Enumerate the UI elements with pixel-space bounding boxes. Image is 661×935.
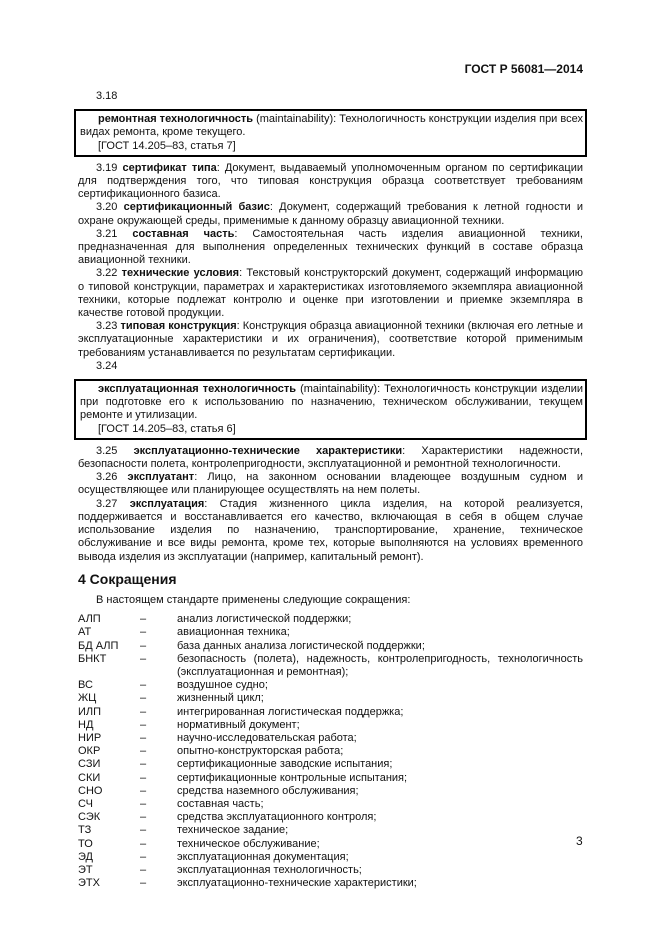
dash: –: [140, 824, 147, 837]
definition-text: : Документ, содержащий требования к летной годности и охране окружающей среды, применимые к данному образцу авиационной техники.: [78, 201, 584, 227]
abbreviation: АЛП: [78, 613, 101, 626]
term: эксплуатант: [127, 471, 195, 484]
clause-number: 3.21: [96, 227, 133, 240]
dash: –: [140, 850, 147, 863]
definition-text: : Стадия жизненного цикла изделия, на которой реализуется, поддерживается и восстанавливается его качество, включающая в себя в общем случае использование изделия по назначению, транспортирование, хранение, техническое обслуживание и все виды ремонта, кроме тех, которые выполняются на условиях временного вывода изделия из эксплуатации (например, капитальный ремонт).: [78, 497, 583, 563]
definition-text: : Самостоятельная часть изделия авиационной техники, предназначенная для выполнения определенных технических функций в составе образца авиационной техники.: [78, 227, 583, 267]
dash: –: [140, 626, 147, 639]
abbreviation-row: [78, 613, 583, 626]
abbreviation: ЖЦ: [78, 692, 97, 705]
term: типовая конструкция: [120, 320, 237, 333]
abbreviation-row: [78, 653, 583, 679]
clause-number: 3.20: [96, 201, 124, 214]
abbreviation: АТ: [78, 626, 92, 639]
definitions-list: [78, 162, 583, 360]
abbreviation-meaning: техническое обслуживание;: [177, 837, 320, 850]
abbreviation-row: [78, 758, 583, 771]
dash: –: [140, 718, 147, 731]
abbreviation-meaning: эксплуатационная технологичность;: [177, 863, 362, 876]
abbreviation-meaning: интегрированная логистическая поддержка;: [177, 705, 404, 718]
term: эксплуатационно-технические характеристики: [133, 444, 403, 457]
clause-number: 3.23: [96, 320, 121, 333]
dash: –: [140, 797, 147, 810]
term-definition: [80, 113, 583, 139]
term-definition: [78, 228, 583, 268]
term-box: [74, 379, 587, 440]
clause-number: 3.22: [96, 267, 122, 280]
term-definition: [78, 201, 583, 227]
abbreviations-list: [78, 613, 583, 890]
abbreviation-row: [78, 692, 583, 705]
abbreviation: СЗИ: [78, 758, 101, 771]
dash: –: [140, 771, 147, 784]
dash: –: [140, 705, 147, 718]
page-content: [78, 90, 583, 890]
abbreviation: БД АЛП: [78, 639, 119, 652]
dash: –: [140, 652, 147, 665]
clause-number: 3.26: [96, 471, 128, 484]
abbreviation-meaning: сертификационные контрольные испытания;: [177, 771, 408, 784]
abbreviation: СКИ: [78, 771, 101, 784]
abbreviation-meaning: эксплуатационно-технические характеристики;: [177, 877, 417, 890]
abbreviation-meaning: авиационная техника;: [177, 626, 290, 639]
term-definition: [78, 320, 583, 360]
dash: –: [140, 639, 147, 652]
term: технические условия: [121, 267, 240, 280]
reference: [ГОСТ 14.205–83, статья 7]: [98, 139, 236, 152]
abbreviation: СНО: [78, 784, 103, 797]
term-definition: [78, 162, 583, 202]
term-definition: [80, 383, 583, 423]
abbreviation-row: [78, 745, 583, 758]
abbreviation-row: [78, 824, 583, 837]
dash: –: [140, 613, 147, 626]
abbreviation-row: [78, 851, 583, 864]
reference: [ГОСТ 14.205–83, статья 6]: [98, 422, 236, 435]
dash: –: [140, 837, 147, 850]
abbreviation-row: [78, 785, 583, 798]
definition-text: : Лицо, на законном основании владеющее воздушным судном и осуществляющее или планирующее осуществлять на нем полеты.: [78, 471, 583, 497]
term: ремонтная технологичность: [98, 113, 254, 126]
dash: –: [140, 745, 147, 758]
abbreviation-row: [78, 706, 583, 719]
term-definition: [78, 471, 583, 497]
abbreviation-row: [78, 732, 583, 745]
term-box: [74, 109, 587, 157]
definition-text: : Документ, выдаваемый уполномоченным органом по сертификации для подтверждения того, что типовая конструкция образца соответствует требованиям сертификационного базиса.: [78, 161, 583, 201]
dash: –: [140, 863, 147, 876]
term: эксплуатация: [129, 497, 205, 510]
abbreviation-meaning: опытно-конструкторская работа;: [177, 745, 344, 758]
document-code: ГОСТ Р 56081—2014: [464, 62, 583, 76]
term: составная часть: [132, 227, 235, 240]
abbreviation-row: [78, 838, 583, 851]
abbreviation-row: [78, 798, 583, 811]
definition-text: (maintainability): Технологичность конструкции изделии при подготовке его к использованию по назначению, техническом обслуживании, текущем ремонте и утилизации.: [80, 383, 583, 422]
abbreviation: ОКР: [78, 745, 101, 758]
clause-number: 3.25: [96, 444, 134, 457]
dash: –: [140, 877, 147, 890]
abbreviation-meaning: сертификационные заводские испытания;: [177, 758, 393, 771]
abbreviation: ЭД: [78, 850, 93, 863]
abbreviation-meaning: средства наземного обслуживания;: [177, 784, 359, 797]
abbreviation: ИЛП: [78, 705, 102, 718]
abbreviation-meaning: средства эксплуатационного контроля;: [177, 811, 377, 824]
term-definition: [78, 267, 583, 320]
abbreviation-meaning: эксплуатационная документация;: [177, 850, 349, 863]
abbreviation-row: [78, 811, 583, 824]
dash: –: [140, 758, 147, 771]
dash: –: [140, 784, 147, 797]
abbreviation-row: [78, 640, 583, 653]
abbreviation: ЭТХ: [78, 877, 100, 890]
abbreviation-row: [78, 719, 583, 732]
term-definition: [78, 445, 583, 471]
abbreviation-meaning: база данных анализа логистической поддержки;: [177, 639, 425, 652]
clause-number: 3.27: [96, 497, 130, 510]
term-definition: [78, 498, 583, 564]
abbreviation: ТЗ: [78, 824, 92, 837]
dash: –: [140, 731, 147, 744]
abbreviation-meaning: воздушное судно;: [177, 679, 268, 692]
abbreviation-meaning: составная часть;: [177, 797, 264, 810]
dash: –: [140, 679, 147, 692]
abbreviation: БНКТ: [78, 652, 107, 665]
term: сертификат типа: [122, 161, 217, 174]
abbreviation: НД: [78, 718, 94, 731]
abbreviation-meaning: анализ логистической поддержки;: [177, 613, 352, 626]
abbreviation: СЭК: [78, 811, 101, 824]
abbreviation-row: [78, 864, 583, 877]
clause-number: 3.18: [96, 90, 118, 102]
clause-number: 3.19: [96, 161, 123, 174]
definition-text: (maintainability): Технологичность конструкции изделия при всех видах ремонта, кроме текущего.: [80, 113, 583, 139]
abbreviation-meaning: нормативный документ;: [177, 718, 300, 731]
abbreviation-meaning: жизненный цикл;: [177, 692, 264, 705]
page-number: 3: [576, 834, 583, 848]
abbreviation-meaning: безопасность (полета), надежность, контролепригодность, технологичность (эксплуатационная и ремонтная);: [177, 652, 583, 678]
abbreviation-row: [78, 877, 583, 890]
abbreviation: СЧ: [78, 797, 93, 810]
abbreviation: ТО: [78, 837, 93, 850]
definition-text: : Конструкция образца авиационной техники (включая его летные и эксплуатационные характеристики и их ограничения), соответствие которой применимым требованиям устанавливается по результатам сертификации.: [78, 320, 584, 359]
definition-text: : Характеристики надежности, безопасности полета, контролепригодности, эксплуатационной и ремонтной технологичности.: [78, 444, 584, 471]
clause-number: 3.24: [96, 359, 118, 372]
abbreviation: ЭТ: [78, 863, 93, 876]
definition-text: : Текстовый конструкторский документ, содержащий информацию о типовой конструкции, параметрах и характеристиках изготовляемого экземпляра авиационной техники, которые подлежат контролю и оценке при изготовлении и приемке экземпляра в качестве готовой продукции.: [78, 267, 583, 320]
abbreviation-row: [78, 626, 583, 639]
abbreviation: НИР: [78, 731, 102, 744]
section-intro: В настоящем стандарте применены следующие сокращения:: [96, 593, 411, 606]
section-heading: 4 Сокращения: [78, 570, 177, 587]
abbreviation: ВС: [78, 679, 93, 692]
term: сертификационный базис: [123, 201, 270, 214]
term: эксплуатационная технологичность: [98, 383, 297, 396]
abbreviation-row: [78, 772, 583, 785]
abbreviation-meaning: техническое задание;: [177, 824, 289, 837]
abbreviation-meaning: научно-исследовательская работа;: [177, 731, 357, 744]
dash: –: [140, 811, 147, 824]
definitions-list: [78, 445, 583, 564]
abbreviation-row: [78, 679, 583, 692]
dash: –: [140, 692, 147, 705]
